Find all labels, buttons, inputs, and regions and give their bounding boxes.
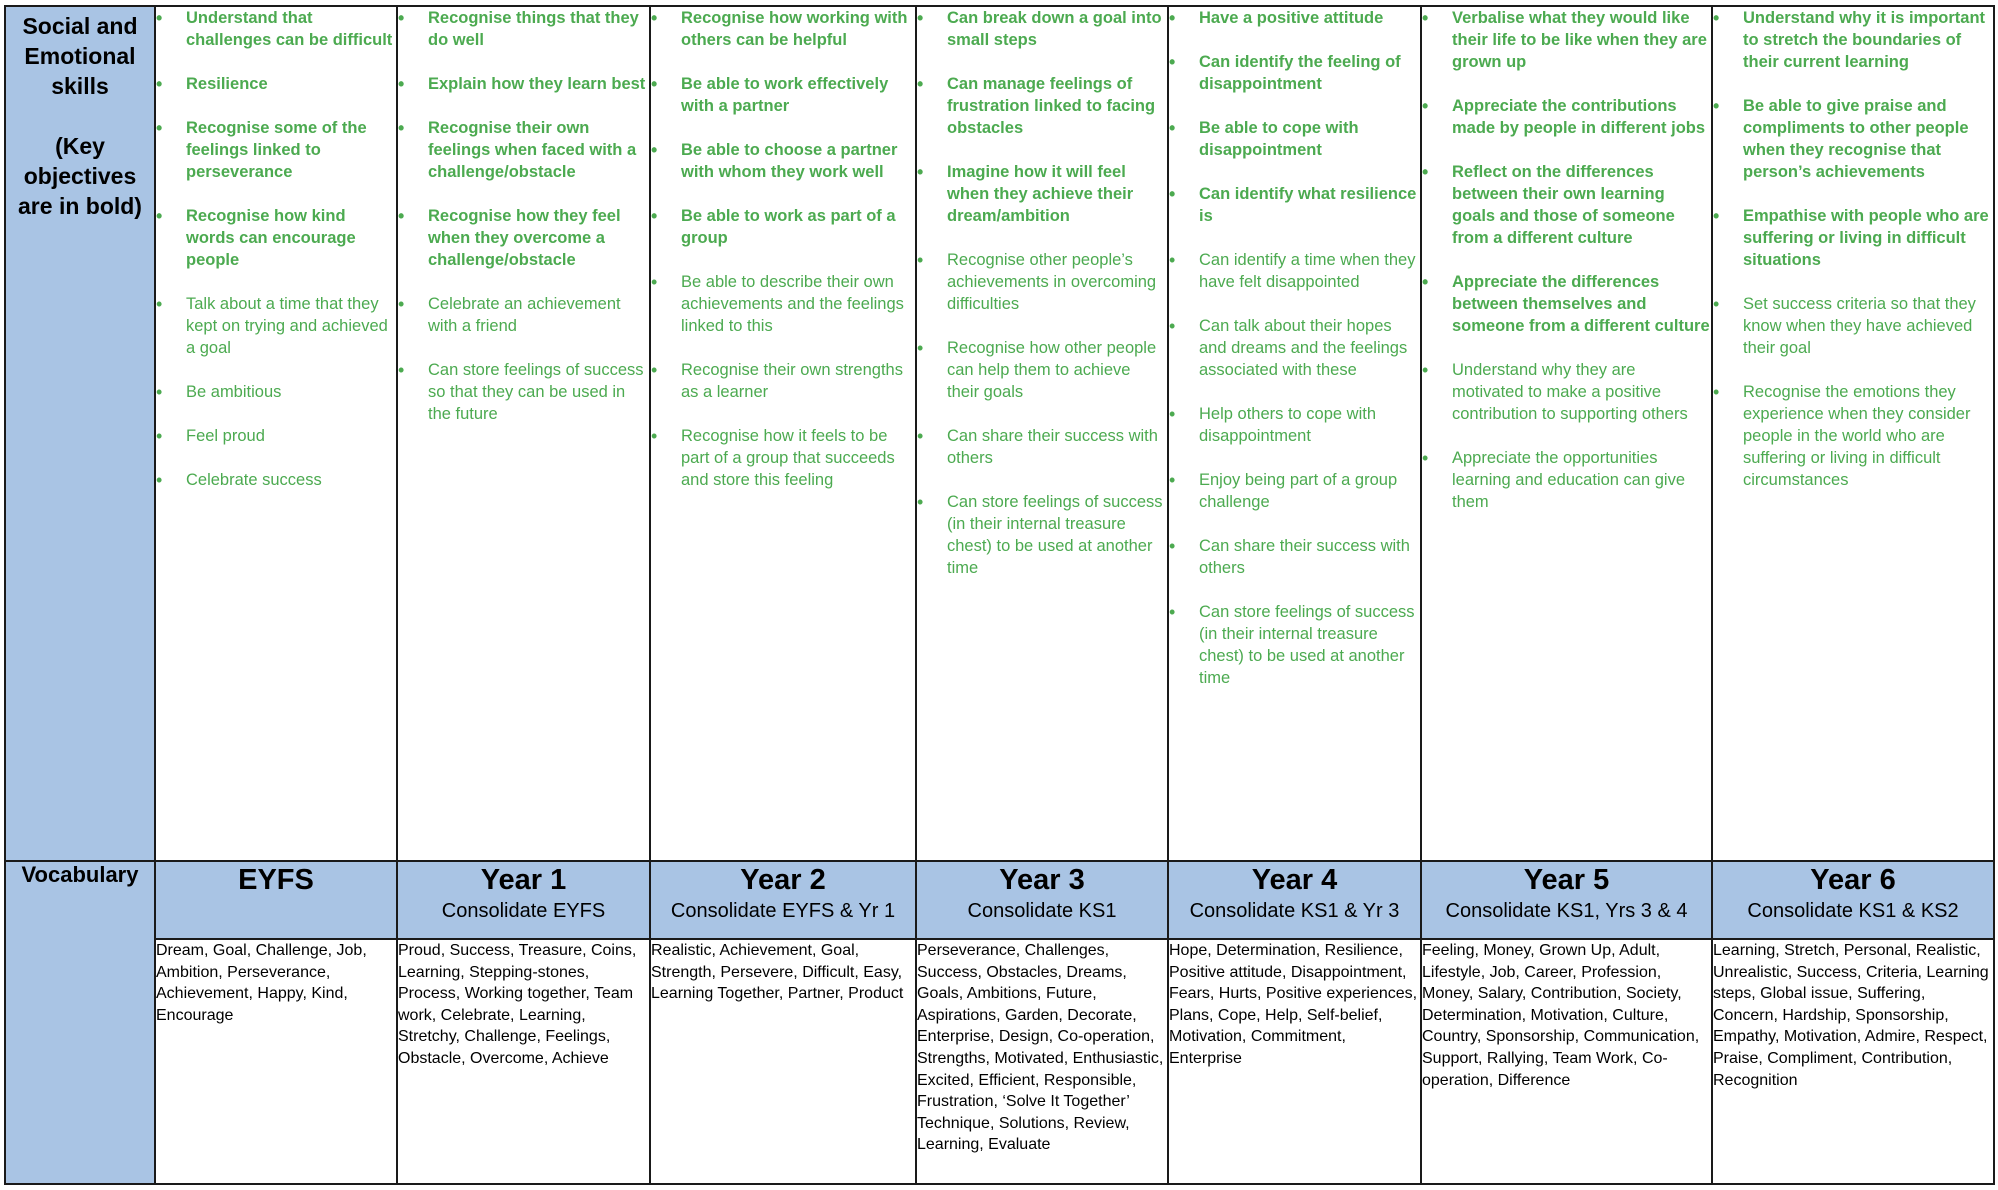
year-subtitle: Consolidate EYFS & Yr 1: [670, 900, 896, 922]
curriculum-table: [4, 5, 1995, 1185]
skill-item: • Can identify a time when they have felt disappointed: [1169, 249, 1420, 293]
year-header-year-3: [916, 861, 1168, 939]
skill-item: • Recognise their own feelings when faced with a challenge/obstacle: [398, 117, 649, 183]
skills-cell-year-2: [650, 6, 916, 861]
vocabulary-cell-year-2: Realistic, Achievement, Goal, Strength, Persevere, Difficult, Easy, Learning Together, Partner, Product: [650, 939, 916, 1184]
skill-item: • Can manage feelings of frustration linked to facing obstacles: [917, 73, 1167, 139]
vocabulary-row-label: Vocabulary: [5, 861, 155, 1184]
year-subtitle: Consolidate KS1 & Yr 3: [1189, 900, 1400, 922]
skills-list: [917, 7, 1167, 579]
skill-item: • Be able to describe their own achievements and the feelings linked to this: [651, 271, 915, 337]
skills-cell-year-5: [1421, 6, 1712, 861]
skill-item: • Imagine how it will feel when they achieve their dream/ambition: [917, 161, 1167, 227]
skills-label-line: are in bold): [18, 193, 142, 219]
skill-item: • Can identify what resilience is: [1169, 183, 1420, 227]
skill-item: • Can break down a goal into small steps: [917, 7, 1167, 51]
skill-item: • Verbalise what they would like their life to be like when they are grown up: [1422, 7, 1711, 73]
skills-label-line: Emotional: [24, 43, 136, 69]
skills-cell-year-3: [916, 6, 1168, 861]
skill-item: • Be able to choose a partner with whom they work well: [651, 139, 915, 183]
skill-item: • Appreciate the differences between themselves and someone from a different culture: [1422, 271, 1711, 337]
skill-item: • Enjoy being part of a group challenge: [1169, 469, 1420, 513]
skills-label-line: Social and: [22, 13, 138, 39]
year-header-year-4: [1168, 861, 1421, 939]
year-title: Year 3: [999, 864, 1085, 896]
skill-item: • Celebrate success: [156, 469, 396, 491]
skill-item: • Recognise how kind words can encourage people: [156, 205, 396, 271]
skills-cell-year-4: [1168, 6, 1421, 861]
skill-item: • Can share their success with others: [917, 425, 1167, 469]
vocabulary-cell-eyfs: Dream, Goal, Challenge, Job, Ambition, Perseverance, Achievement, Happy, Kind, Encourage: [155, 939, 397, 1184]
skills-row-label: [5, 6, 155, 861]
skill-item: • Recognise how it feels to be part of a group that succeeds and store this feeling: [651, 425, 915, 491]
skills-cell-year-1: [397, 6, 650, 861]
skill-item: • Can talk about their hopes and dreams and the feelings associated with these: [1169, 315, 1420, 381]
skill-item: • Can store feelings of success (in their internal treasure chest) to be used at another time: [1169, 601, 1420, 689]
skill-item: • Understand why they are motivated to make a positive contribution to supporting others: [1422, 359, 1711, 425]
skill-item: • Can store feelings of success so that they can be used in the future: [398, 359, 649, 425]
skill-item: • Recognise how other people can help them to achieve their goals: [917, 337, 1167, 403]
skill-item: • Appreciate the opportunities learning and education can give them: [1422, 447, 1711, 513]
skill-item: • Empathise with people who are suffering or living in difficult situations: [1713, 205, 1993, 271]
skill-item: • Recognise how working with others can be helpful: [651, 7, 915, 51]
skill-item: • Be ambitious: [156, 381, 396, 403]
skill-item: • Be able to work as part of a group: [651, 205, 915, 249]
skills-list: [1169, 7, 1420, 689]
skill-item: • Recognise some of the feelings linked to perseverance: [156, 117, 396, 183]
skills-label-line: skills: [51, 73, 109, 99]
skill-item: • Be able to give praise and compliments to other people when they recognise that person’s achievements: [1713, 95, 1993, 183]
skill-item: • Reflect on the differences between their own learning goals and those of someone from a different culture: [1422, 161, 1711, 249]
skill-item: • Can identify the feeling of disappointment: [1169, 51, 1420, 95]
skills-cell-eyfs: [155, 6, 397, 861]
year-title: Year 2: [740, 864, 826, 896]
skills-label-line: objectives: [23, 163, 137, 189]
skills-list: [1422, 7, 1711, 513]
skill-item: • Set success criteria so that they know when they have achieved their goal: [1713, 293, 1993, 359]
skill-item: • Be able to cope with disappointment: [1169, 117, 1420, 161]
vocabulary-cell-year-4: Hope, Determination, Resilience, Positive attitude, Disappointment, Fears, Hurts, Positive experiences, Plans, Cope, Help, Self-belief, Motivation, Commitment, Enterprise: [1168, 939, 1421, 1184]
skill-item: • Recognise their own strengths as a learner: [651, 359, 915, 403]
skill-item: • Be able to work effectively with a partner: [651, 73, 915, 117]
vocabulary-row: [5, 939, 1994, 1184]
skill-item: • Feel proud: [156, 425, 396, 447]
skills-label-spacer: [12, 101, 148, 131]
skill-item: • Can share their success with others: [1169, 535, 1420, 579]
skills-row: [5, 6, 1994, 861]
skill-item: • Help others to cope with disappointment: [1169, 403, 1420, 447]
skill-item: • Explain how they learn best: [398, 73, 649, 95]
year-subtitle: Consolidate EYFS: [441, 900, 606, 922]
skill-item: • Recognise things that they do well: [398, 7, 649, 51]
skill-item: • Celebrate an achievement with a friend: [398, 293, 649, 337]
skill-item: • Recognise how they feel when they overcome a challenge/obstacle: [398, 205, 649, 271]
year-header-eyfs: [155, 861, 397, 939]
year-title: Year 6: [1810, 864, 1896, 896]
year-title: EYFS: [238, 864, 314, 896]
skill-item: • Can store feelings of success (in their internal treasure chest) to be used at another time: [917, 491, 1167, 579]
skill-item: • Understand why it is important to stretch the boundaries of their current learning: [1713, 7, 1993, 73]
skill-item: • Recognise other people’s achievements in overcoming difficulties: [917, 249, 1167, 315]
vocabulary-cell-year-1: Proud, Success, Treasure, Coins, Learning, Stepping-stones, Process, Working together, Team work, Celebrate, Learning, Stretchy, Challenge, Feelings, Obstacle, Overcome, Achieve: [397, 939, 650, 1184]
skill-item: • Understand that challenges can be difficult: [156, 7, 396, 51]
vocabulary-cell-year-6: Learning, Stretch, Personal, Realistic, Unrealistic, Success, Criteria, Learning steps, Global issue, Suffering, Concern, Hardship, Sponsorship, Empathy, Motivation, Admire, Respect, Praise, Compliment, Contribution, Recognition: [1712, 939, 1994, 1184]
vocabulary-cell-year-5: Feeling, Money, Grown Up, Adult, Lifestyle, Job, Career, Profession, Money, Salary, Contribution, Society, Determination, Motivation, Culture, Country, Sponsorship, Communication, Support, Rallying, Team Work, Co-operation, Difference: [1421, 939, 1712, 1184]
year-header-row: [5, 861, 1994, 939]
year-header-year-6: [1712, 861, 1994, 939]
year-subtitle: Consolidate KS1: [967, 900, 1117, 922]
skills-list: [651, 7, 915, 491]
skills-label-line: (Key: [55, 133, 105, 159]
skills-list: [156, 7, 396, 491]
skills-cell-year-6: [1712, 6, 1994, 861]
year-subtitle: Consolidate KS1, Yrs 3 & 4: [1445, 900, 1688, 922]
skills-list: [1713, 7, 1993, 491]
skill-item: • Recognise the emotions they experience when they consider people in the world who are suffering or living in difficult circumstances: [1713, 381, 1993, 491]
skill-item: • Have a positive attitude: [1169, 7, 1420, 29]
year-subtitle: Consolidate KS1 & KS2: [1747, 900, 1959, 922]
skill-item: • Talk about a time that they kept on trying and achieved a goal: [156, 293, 396, 359]
year-header-year-5: [1421, 861, 1712, 939]
skills-list: [398, 7, 649, 425]
skill-item: • Resilience: [156, 73, 396, 95]
skill-item: • Appreciate the contributions made by people in different jobs: [1422, 95, 1711, 139]
year-header-year-2: [650, 861, 916, 939]
year-title: Year 4: [1251, 864, 1338, 896]
year-title: Year 5: [1523, 864, 1610, 896]
year-header-year-1: [397, 861, 650, 939]
year-title: Year 1: [480, 864, 567, 896]
vocabulary-cell-year-3: Perseverance, Challenges, Success, Obstacles, Dreams, Goals, Ambitions, Future, Aspirations, Garden, Decorate, Enterprise, Design, Co-operation, Strengths, Motivated, Enthusiastic, Excited, Efficient, Responsible, Frustration, ‘Solve It Together’ Technique, Solutions, Review, Learning, Evaluate: [916, 939, 1168, 1184]
